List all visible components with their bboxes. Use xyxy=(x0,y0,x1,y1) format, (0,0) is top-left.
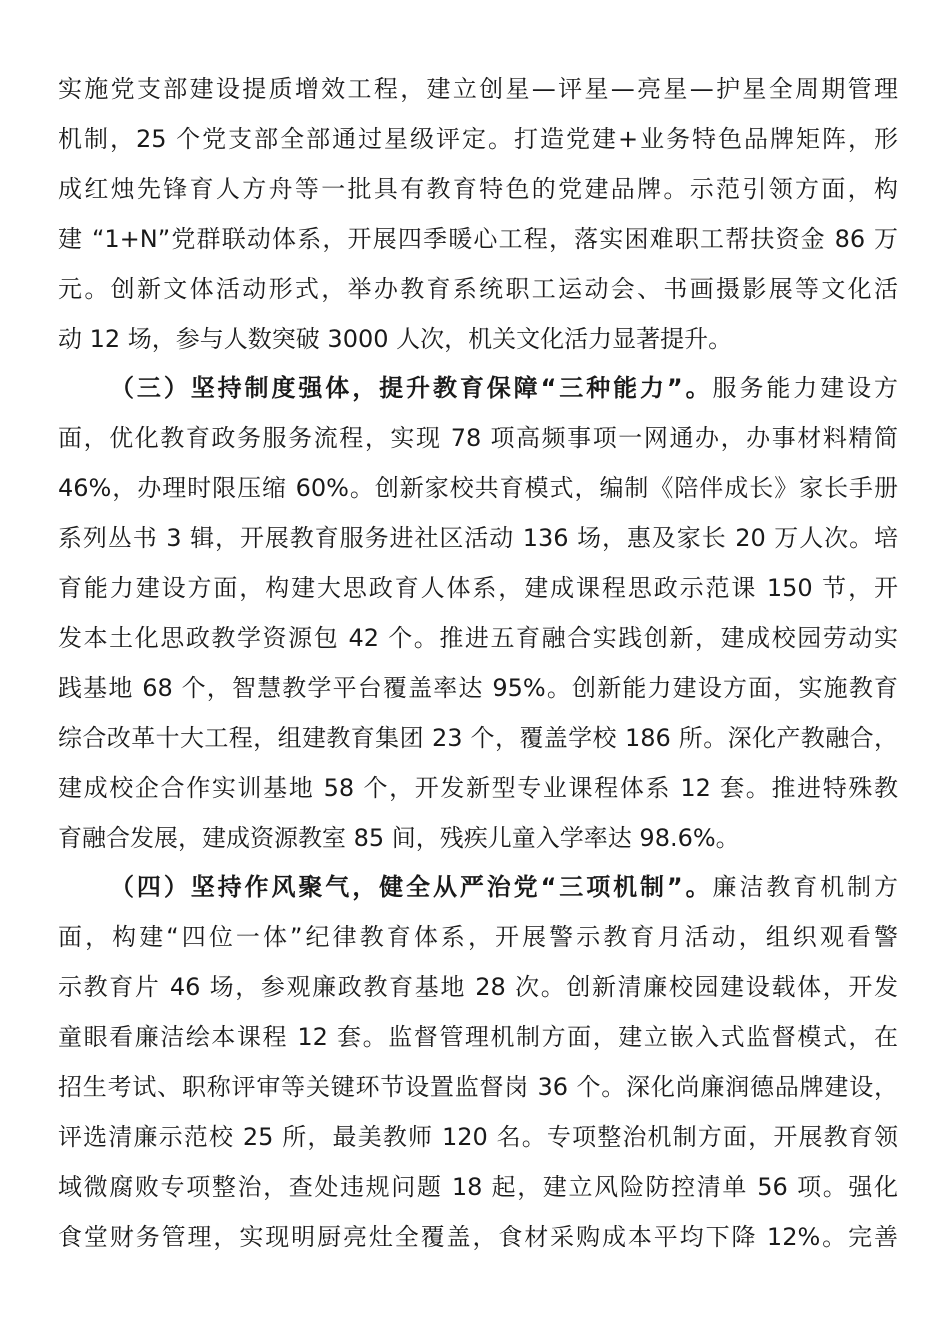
section-heading: （三）坚持制度强体，提升教育保障“三种能力”。 xyxy=(110,374,713,402)
section-heading-line xyxy=(110,862,898,912)
text-line: 成红烛先锋育人方舟等一批具有教育特色的党建品牌。示范引领方面，构 xyxy=(58,175,898,203)
section-heading-line xyxy=(110,363,898,413)
text-line: 46%，办理时限压缩 60%。创新家校共育模式，编制《陪伴成长》家长手册 xyxy=(58,474,898,502)
text-line: 践基地 68 个，智慧教学平台覆盖率达 95%。创新能力建设方面，实施教育 xyxy=(58,674,898,702)
text-line: 童眼看廉洁绘本课程 12 套。监督管理机制方面，建立嵌入式监督模式，在 xyxy=(58,1023,898,1051)
section-heading: （四）坚持作风聚气，健全从严治党“三项机制”。 xyxy=(110,873,713,901)
text-line: 面，优化教育政务服务流程，实现 78 项高频事项一网通办，办事材料精简 xyxy=(58,424,898,452)
text-line: 建成校企合作实训基地 58 个，开发新型专业课程体系 12 套。推进特殊教 xyxy=(58,774,898,802)
text-line: 面，构建“四位一体”纪律教育体系，开展警示教育月活动，组织观看警 xyxy=(58,923,898,951)
text-line: 食堂财务管理，实现明厨亮灶全覆盖，食材采购成本平均下降 12%。完善 xyxy=(58,1223,898,1251)
text-line: 招生考试、职称评审等关键环节设置监督岗 36 个。深化尚廉润德品牌建设， xyxy=(58,1073,898,1101)
text-line: 示教育片 46 场，参观廉政教育基地 28 次。创新清廉校园建设载体，开发 xyxy=(58,973,898,1001)
text-line: 实施党支部建设提质增效工程，建立创星—评星—亮星—护星全周期管理 xyxy=(58,75,898,103)
text-line: 育能力建设方面，构建大思政育人体系，建成课程思政示范课 150 节，开 xyxy=(58,574,898,602)
text-run: 廉洁教育机制方 xyxy=(712,873,898,901)
text-run: 服务能力建设方 xyxy=(712,374,898,402)
text-line: 动 12 场，参与人数突破 3000 人次，机关文化活力显著提升。 xyxy=(58,325,733,353)
text-line: 机制，25 个党支部全部通过星级评定。打造党建+业务特色品牌矩阵，形 xyxy=(58,125,898,153)
text-line: 建 “1+N”党群联动体系，开展四季暖心工程，落实困难职工帮扶资金 86 万 xyxy=(58,225,898,253)
text-line: 评选清廉示范校 25 所，最美教师 120 名。专项整治机制方面，开展教育领 xyxy=(58,1123,898,1151)
text-line: 综合改革十大工程，组建教育集团 23 个，覆盖学校 186 所。深化产教融合， xyxy=(58,724,898,752)
text-line: 发本土化思政教学资源包 42 个。推进五育融合实践创新，建成校园劳动实 xyxy=(58,624,898,652)
text-line: 元。创新文体活动形式，举办教育系统职工运动会、书画摄影展等文化活 xyxy=(58,275,898,303)
text-line: 系列丛书 3 辑，开展教育服务进社区活动 136 场，惠及家长 20 万人次。培 xyxy=(58,524,898,552)
text-line: 育融合发展，建成资源教室 85 间，残疾儿童入学率达 98.6%。 xyxy=(58,824,740,852)
text-line: 域微腐败专项整治，查处违规问题 18 起，建立风险防控清单 56 项。强化 xyxy=(58,1173,898,1201)
